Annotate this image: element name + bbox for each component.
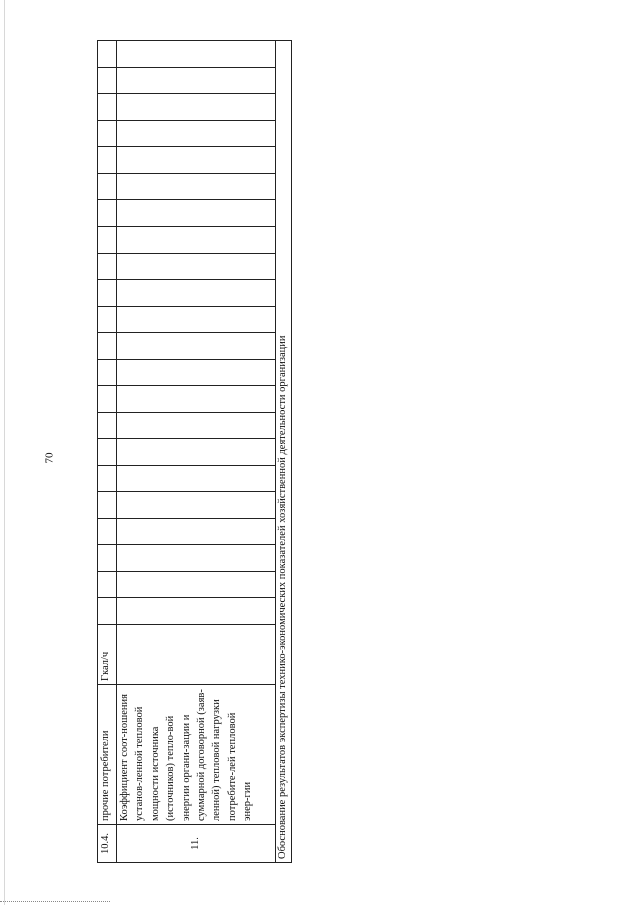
row-unit [117,625,276,685]
table-row-11 [117,41,276,863]
page-number: 70 [43,452,56,464]
indicators-table [97,40,292,863]
row-unit: Гкал/ч [98,625,117,685]
rotated-table-container [97,40,293,863]
scan-mark [0,901,110,903]
row-name: Коэффициент соот-ношения установ-ленной тепловой мощности источника (источников) тепло-вой энергии органи-зации и суммарной договорной (заяв-ленной) тепловой нагрузки потребите-лей тепловой энер-гии [117,685,276,825]
row-number: 11. [117,825,276,863]
row-number: 10.4. [98,825,117,863]
table-row-footer [276,41,292,863]
table-row-10-4 [98,41,117,863]
row-name: прочие потребители [98,685,117,825]
scan-edge [4,0,5,905]
footer-text: Обоснование результатов экспертизы технико-экономических показателей хозяйственной деятельности организации [276,41,292,863]
